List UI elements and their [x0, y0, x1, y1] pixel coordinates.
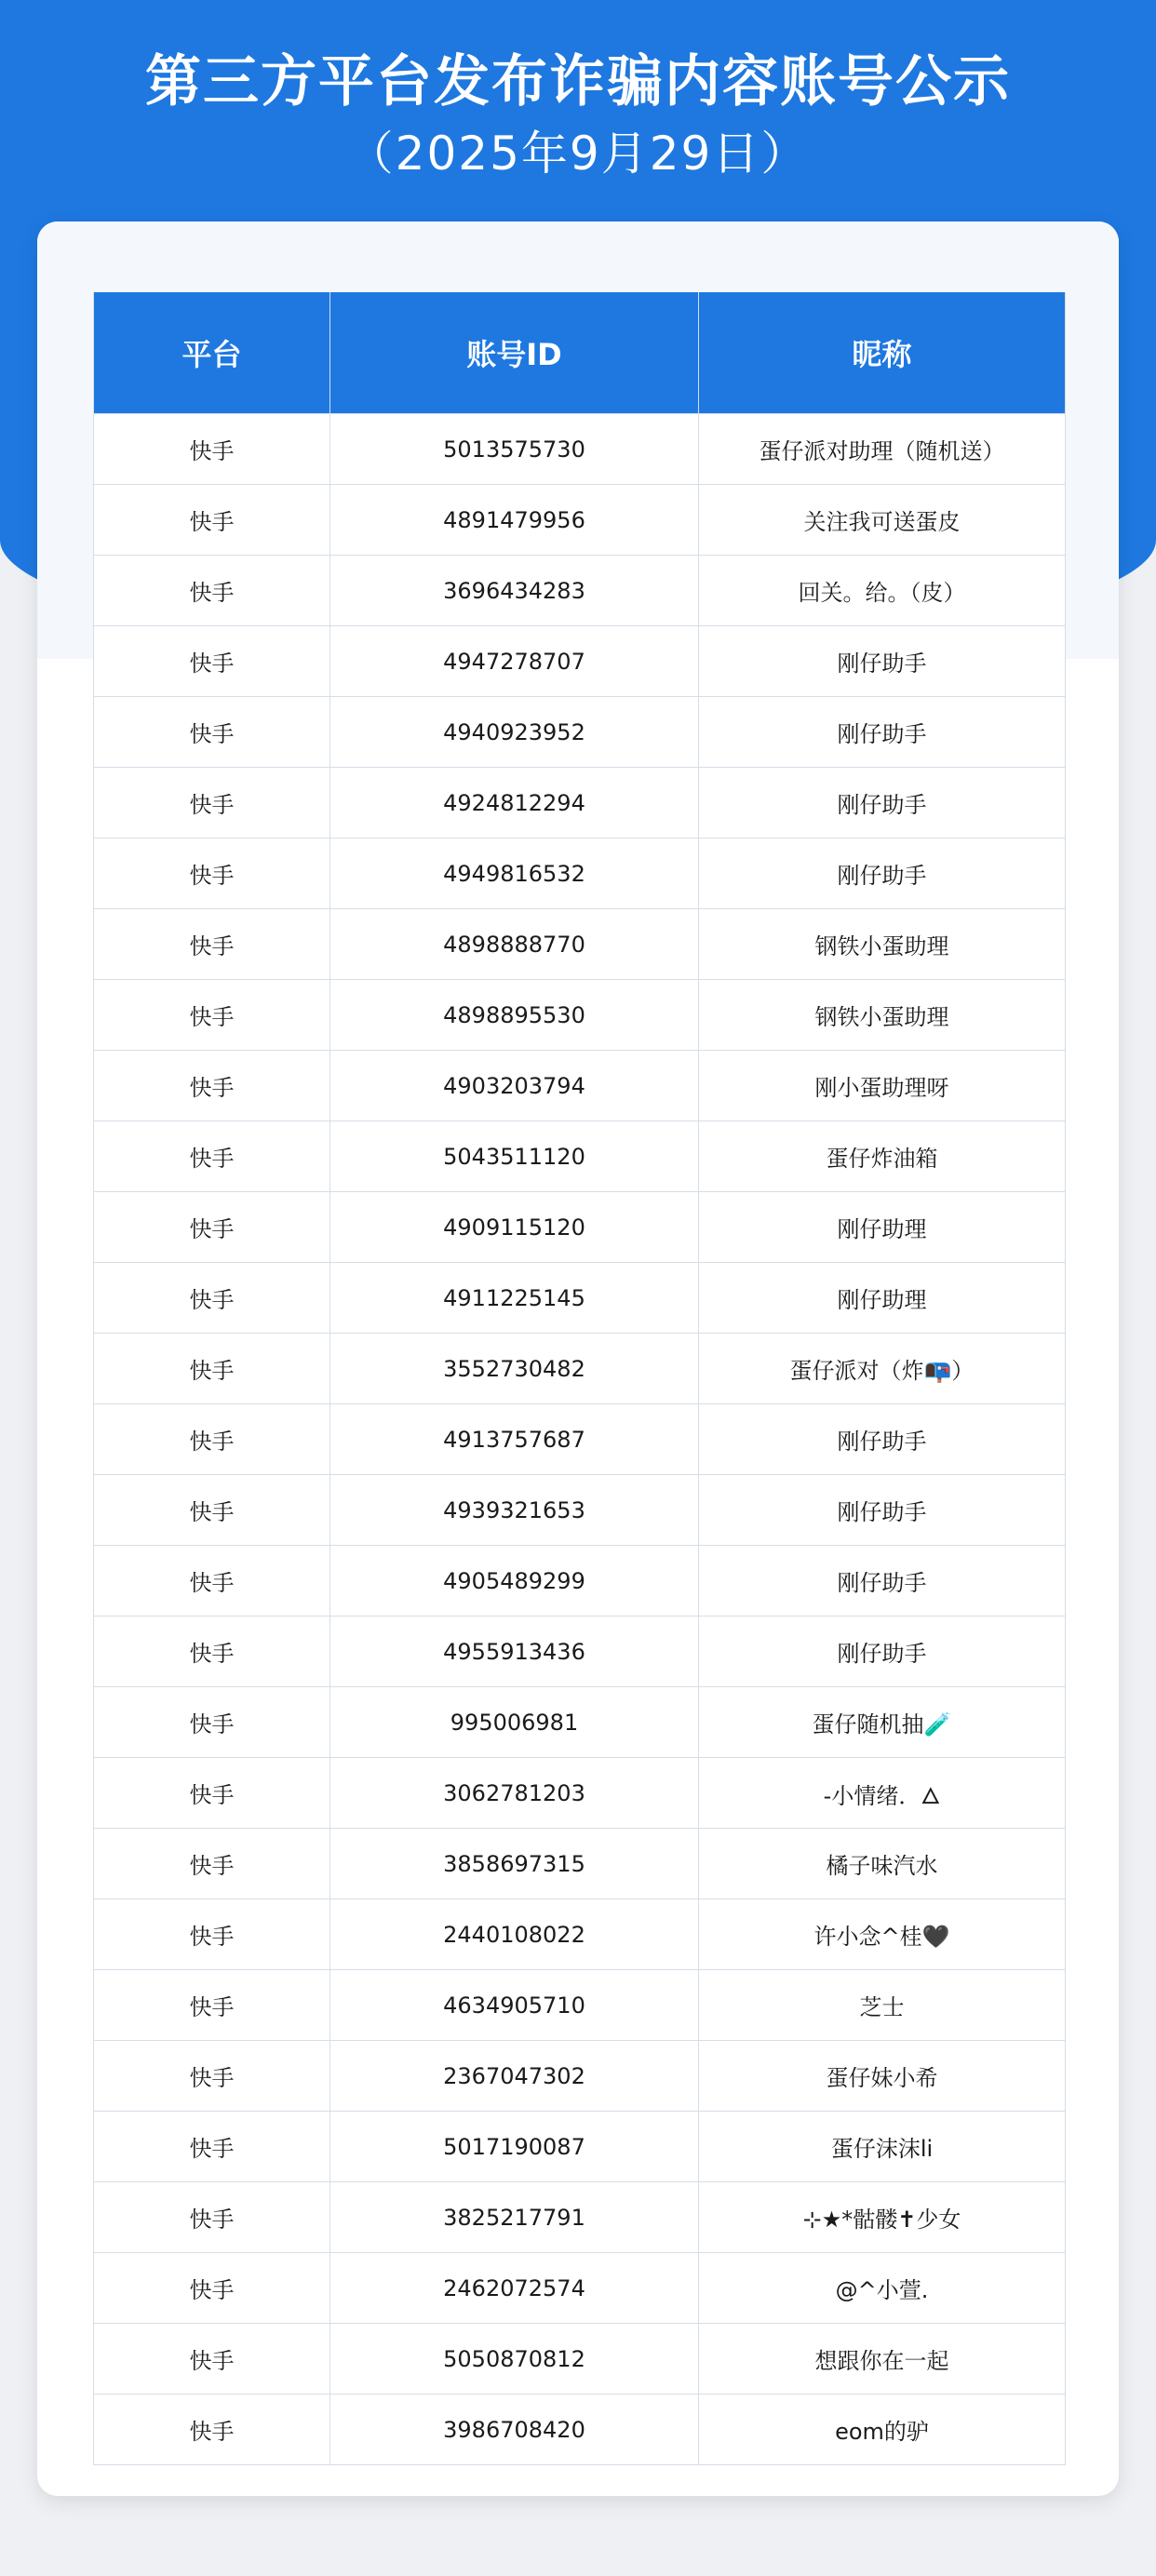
- table-row: [94, 2395, 1066, 2465]
- page-date: （2025年9月29日）: [346, 127, 810, 181]
- table-row: [94, 1899, 1066, 1970]
- nickname-cell: 刚小蛋助理呀: [699, 1051, 1066, 1121]
- nickname-cell: 蛋仔随机抽🧪: [699, 1687, 1066, 1758]
- accounts-table: [93, 292, 1066, 2465]
- table-row: [94, 1404, 1066, 1475]
- account-id-cell: 4891479956: [330, 485, 699, 556]
- account-id-cell: 4924812294: [330, 768, 699, 839]
- table-row: [94, 1546, 1066, 1617]
- account-id-cell: 995006981: [330, 1687, 699, 1758]
- table-row: [94, 1475, 1066, 1546]
- column-header-platform: 平台: [94, 292, 330, 414]
- account-id-cell: 4898895530: [330, 980, 699, 1051]
- table-row: [94, 1051, 1066, 1121]
- table-row: [94, 2324, 1066, 2395]
- account-id-cell: 2440108022: [330, 1899, 699, 1970]
- table-row: [94, 485, 1066, 556]
- nickname-cell: 刚仔助手: [699, 1475, 1066, 1546]
- platform-cell: 快手: [94, 2395, 330, 2465]
- table-row: [94, 2112, 1066, 2182]
- account-id-cell: 3825217791: [330, 2182, 699, 2253]
- nickname-cell: 想跟你在一起: [699, 2324, 1066, 2395]
- nickname-cell: 刚仔助手: [699, 1546, 1066, 1617]
- table-row: [94, 1121, 1066, 1192]
- account-id-cell: 4940923952: [330, 697, 699, 768]
- account-id-cell: 4911225145: [330, 1263, 699, 1334]
- content-card: [37, 221, 1119, 2496]
- platform-cell: 快手: [94, 909, 330, 980]
- nickname-cell: 蛋仔妹小希: [699, 2041, 1066, 2112]
- account-id-cell: 5050870812: [330, 2324, 699, 2395]
- account-id-cell: 3696434283: [330, 556, 699, 626]
- table-row: [94, 839, 1066, 909]
- table-row: [94, 768, 1066, 839]
- nickname-cell: 钢铁小蛋助理: [699, 980, 1066, 1051]
- platform-cell: 快手: [94, 1121, 330, 1192]
- account-id-cell: 2462072574: [330, 2253, 699, 2324]
- table-row: [94, 2041, 1066, 2112]
- table-header-row: [94, 292, 1066, 414]
- account-id-cell: 4905489299: [330, 1546, 699, 1617]
- account-id-cell: 4903203794: [330, 1051, 699, 1121]
- platform-cell: 快手: [94, 1404, 330, 1475]
- nickname-cell: 刚仔助手: [699, 697, 1066, 768]
- platform-cell: 快手: [94, 485, 330, 556]
- table-row: [94, 697, 1066, 768]
- platform-cell: 快手: [94, 2253, 330, 2324]
- account-id-cell: 3986708420: [330, 2395, 699, 2465]
- table-row: [94, 1192, 1066, 1263]
- nickname-cell: 蛋仔派对助理（随机送）: [699, 414, 1066, 485]
- platform-cell: 快手: [94, 1051, 330, 1121]
- account-id-cell: 3858697315: [330, 1829, 699, 1899]
- platform-cell: 快手: [94, 1334, 330, 1404]
- platform-cell: 快手: [94, 1829, 330, 1899]
- platform-cell: 快手: [94, 1970, 330, 2041]
- table-row: [94, 1829, 1066, 1899]
- account-id-cell: 4949816532: [330, 839, 699, 909]
- nickname-cell: 蛋仔沫沫li: [699, 2112, 1066, 2182]
- nickname-cell: 刚仔助理: [699, 1192, 1066, 1263]
- table-row: [94, 980, 1066, 1051]
- account-id-cell: 4939321653: [330, 1475, 699, 1546]
- nickname-cell: ⊹★*骷髅✝少女: [699, 2182, 1066, 2253]
- platform-cell: 快手: [94, 980, 330, 1051]
- nickname-cell: 刚仔助手: [699, 626, 1066, 697]
- table-row: [94, 414, 1066, 485]
- nickname-cell: @^小萱.: [699, 2253, 1066, 2324]
- account-id-cell: 3552730482: [330, 1334, 699, 1404]
- platform-cell: 快手: [94, 768, 330, 839]
- platform-cell: 快手: [94, 414, 330, 485]
- account-id-cell: 4898888770: [330, 909, 699, 980]
- platform-cell: 快手: [94, 1758, 330, 1829]
- column-header-account-id: 账号ID: [330, 292, 699, 414]
- platform-cell: 快手: [94, 2112, 330, 2182]
- platform-cell: 快手: [94, 1546, 330, 1617]
- table-row: [94, 2253, 1066, 2324]
- nickname-cell: 关注我可送蛋皮: [699, 485, 1066, 556]
- table-row: [94, 1263, 1066, 1334]
- table-row: [94, 1970, 1066, 2041]
- table-row: [94, 909, 1066, 980]
- account-id-cell: 5017190087: [330, 2112, 699, 2182]
- nickname-cell: 蛋仔炸油箱: [699, 1121, 1066, 1192]
- account-id-cell: 3062781203: [330, 1758, 699, 1829]
- table-row: [94, 626, 1066, 697]
- platform-cell: 快手: [94, 1687, 330, 1758]
- account-id-cell: 4913757687: [330, 1404, 699, 1475]
- platform-cell: 快手: [94, 2182, 330, 2253]
- nickname-cell: 刚仔助手: [699, 1404, 1066, 1475]
- account-id-cell: 5013575730: [330, 414, 699, 485]
- account-id-cell: 4909115120: [330, 1192, 699, 1263]
- nickname-cell: 许小念^桂🖤: [699, 1899, 1066, 1970]
- table-row: [94, 2182, 1066, 2253]
- table-row: [94, 1758, 1066, 1829]
- platform-cell: 快手: [94, 1475, 330, 1546]
- page-title: 第三方平台发布诈骗内容账号公示: [145, 49, 1011, 114]
- nickname-cell: 钢铁小蛋助理: [699, 909, 1066, 980]
- nickname-cell: 刚仔助手: [699, 768, 1066, 839]
- table-row: [94, 556, 1066, 626]
- platform-cell: 快手: [94, 556, 330, 626]
- nickname-cell: 芝士: [699, 1970, 1066, 2041]
- nickname-cell: 刚仔助手: [699, 839, 1066, 909]
- account-id-cell: 4955913436: [330, 1617, 699, 1687]
- platform-cell: 快手: [94, 626, 330, 697]
- platform-cell: 快手: [94, 1899, 330, 1970]
- platform-cell: 快手: [94, 839, 330, 909]
- platform-cell: 快手: [94, 2324, 330, 2395]
- column-header-nickname: 昵称: [699, 292, 1066, 414]
- platform-cell: 快手: [94, 1192, 330, 1263]
- nickname-cell: 刚仔助手: [699, 1617, 1066, 1687]
- table-body: [94, 414, 1066, 2465]
- nickname-cell: 刚仔助理: [699, 1263, 1066, 1334]
- table-row: [94, 1687, 1066, 1758]
- platform-cell: 快手: [94, 2041, 330, 2112]
- account-id-cell: 5043511120: [330, 1121, 699, 1192]
- platform-cell: 快手: [94, 1263, 330, 1334]
- account-id-cell: 2367047302: [330, 2041, 699, 2112]
- nickname-cell: eom的驴: [699, 2395, 1066, 2465]
- nickname-cell: 蛋仔派对（炸📭）: [699, 1334, 1066, 1404]
- platform-cell: 快手: [94, 697, 330, 768]
- nickname-cell: 回关。给。（皮）: [699, 556, 1066, 626]
- table-row: [94, 1617, 1066, 1687]
- account-id-cell: 4634905710: [330, 1970, 699, 2041]
- nickname-cell: -小情绪．🜂: [699, 1758, 1066, 1829]
- platform-cell: 快手: [94, 1617, 330, 1687]
- account-id-cell: 4947278707: [330, 626, 699, 697]
- table-row: [94, 1334, 1066, 1404]
- nickname-cell: 橘子味汽水: [699, 1829, 1066, 1899]
